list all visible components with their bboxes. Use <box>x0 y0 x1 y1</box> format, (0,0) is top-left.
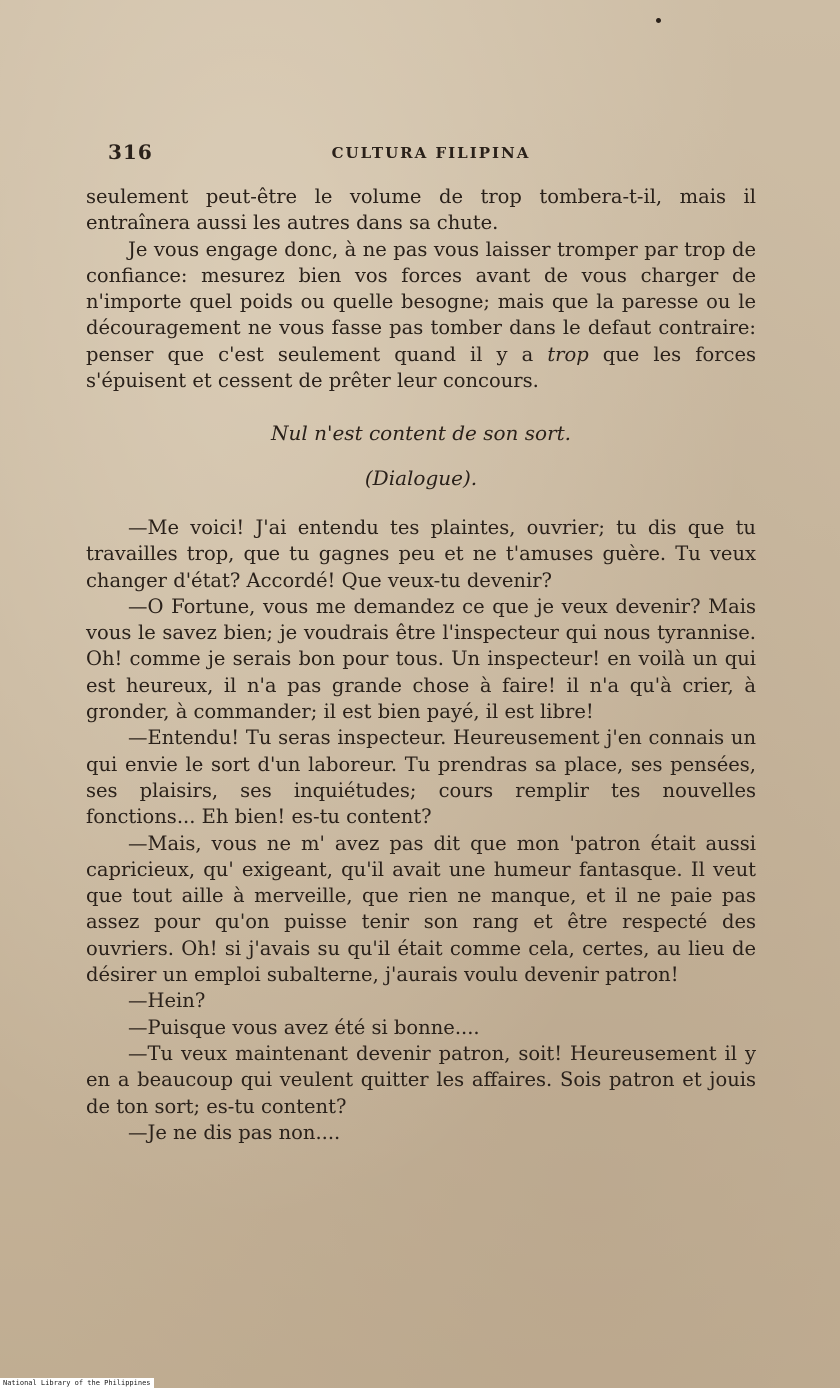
emphasis-trop: trop <box>547 342 589 366</box>
dialogue-line: —Tu veux maintenant devenir patron, soit! Heureusement il y en a beaucoup qui veulent quitter les affaires. Sois patron et jouis de ton sort; es-tu content? <box>86 1041 756 1118</box>
dialogue <box>86 515 756 1146</box>
dialogue-line: —Hein? <box>128 989 206 1013</box>
text-block <box>86 184 756 1146</box>
library-credit: National Library of the Philippines <box>0 1378 154 1388</box>
dialogue-line: —Mais, vous ne m' avez pas dit que mon 'patron était aussi capricieux, qu' exigeant, qu'il avait une humeur fantasque. Il veut que tout aille à merveille, que rien ne manque, et il ne paie pas assez pour qu'on puisse tenir son rang et être respecté des ouvriers. Oh! si j'avais su qu'il était comme cela, certes, au lieu de désirer un emploi subalterne, j'aurais voulu devenir patron! <box>86 831 756 987</box>
section-subheading: (Dialogue). <box>364 465 478 490</box>
dialogue-line: —O Fortune, vous me demandez ce que je veux devenir? Mais vous le savez bien; je voudrais être l'inspecteur qui nous tyrannise. Oh! comme je serais bon pour tous. Un inspecteur! en voilà un qui est heureux, il n'a pas grande chose à faire! il n'a qu'à crier, à gronder, à commander; il est bien payé, il est libre! <box>86 594 756 724</box>
section-heading: Nul n'est content de son sort. <box>270 421 572 446</box>
dialogue-line: —Entendu! Tu seras inspecteur. Heureusement j'en connais un qui envie le sort d'un laboreur. Tu prendras sa place, ses pensées, ses plaisirs, ses inquiétudes; cours remplir tes nouvelles fonctions... Eh bien! es-tu content? <box>86 726 756 829</box>
dialogue-line: —Puisque vous avez été si bonne.... <box>128 1015 480 1039</box>
paragraph-advice-end: que les forces s'épuisent et cessent de prêter leur concours. <box>86 342 756 393</box>
ink-speck <box>656 18 661 23</box>
paragraph-advice <box>86 237 756 395</box>
running-head <box>108 140 754 174</box>
dialogue-line: —Je ne dis pas non.... <box>128 1120 341 1144</box>
paragraph-continuation: seulement peut-être le volume de trop tombera-t-il, mais il entraînera aussi les autres dans sa chute. <box>86 185 756 235</box>
journal-title: CULTURA FILIPINA <box>331 144 531 162</box>
paragraph-advice-start: Je vous engage donc, à ne pas vous laisser tromper par trop de confiance: mesurez bien vos forces avant de vous charger de n'importe quel poids ou quelle besogne; mais que la paresse ou le découragement ne vous fasse pas tomber dans le defaut contraire: penser que c'est seulement quand il y a <box>86 237 756 366</box>
page-number: 316 <box>108 140 153 164</box>
dialogue-line: —Me voici! J'ai entendu tes plaintes, ouvrier; tu dis que tu travailles trop, que tu gagnes peu et ne t'amuses guère. Tu veux changer d'état? Accordé! Que veux-tu devenir? <box>86 515 756 592</box>
